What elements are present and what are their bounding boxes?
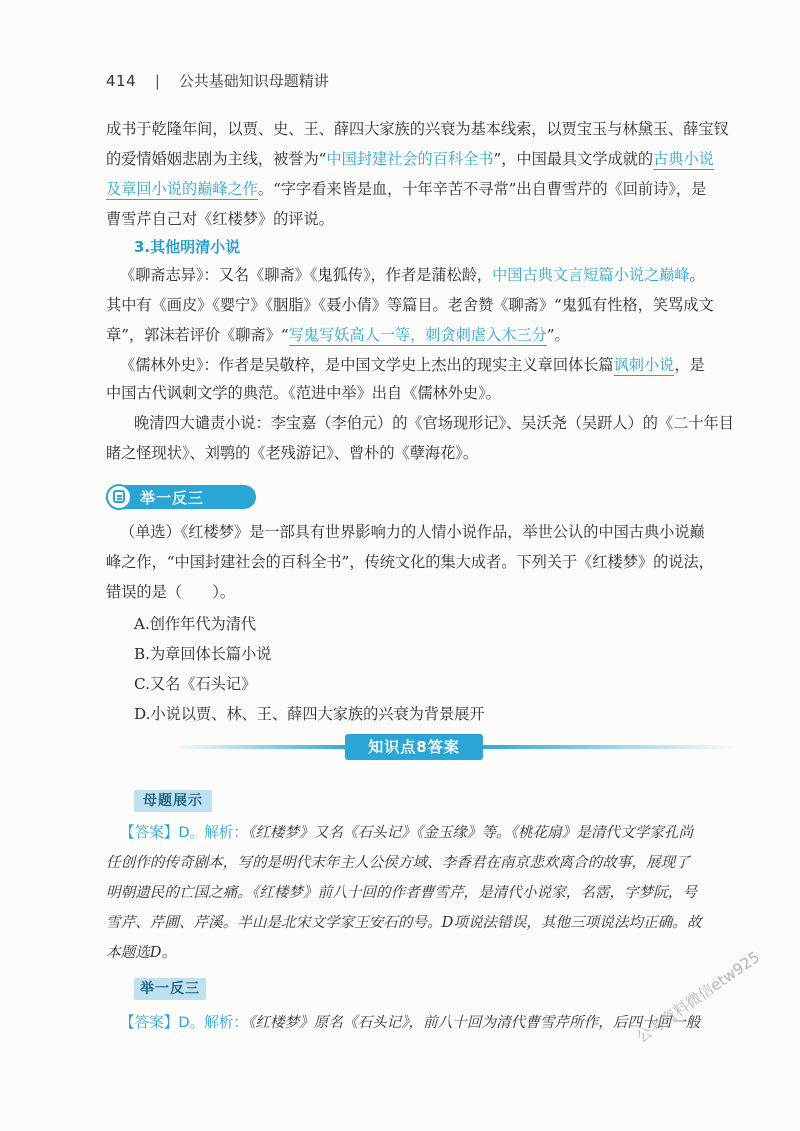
option-d: D.小说以贾、林、王、薛四大家族的兴衰为背景展开: [134, 705, 485, 723]
answer-text: 【答案】D。解析：《红楼梦》原名《石头记》，前八十回为清代曹雪芹所作，后四十回一般: [120, 1014, 701, 1031]
example-badge: [106, 485, 256, 509]
answer-text: 本题选D。: [106, 944, 177, 961]
question-text: （单选）《红楼梦》是一部具有世界影响力的人情小说作品，举世公认的中国古典小说巅: [120, 523, 705, 541]
highlight-text: 写鬼写妖高人一等，刺贪刺虐入木三分: [288, 326, 547, 344]
page-number: 414: [106, 72, 137, 90]
question-text: 峰之作，“中国封建社会的百科全书”，传统文化的集大成者。下列关于《红楼梦》的说法，: [106, 553, 714, 571]
answer-tag: 【答案】D。解析：: [120, 824, 248, 841]
highlight-text: 中国古典文言短篇小说之巅峰: [492, 266, 690, 284]
divider-right-bar: [475, 745, 735, 749]
question-text: 错误的是（ ）。: [106, 583, 236, 601]
text-line: 《儒林外史》：作者是吴敬梓，是中国文学史上杰出的现实主义章回体长篇讽刺小说，是: [120, 356, 705, 374]
book-title: 公共基础知识母题精讲: [178, 72, 329, 90]
answer-section-tag: 知识点8答案: [345, 734, 483, 760]
muti-title: 母题展示: [134, 790, 212, 812]
subsection-title: 3.其他明清小说: [134, 238, 241, 256]
answer-text: 明朝遗民的亡国之痛。《红楼梦》前八十回的作者曹雪芹，是清代小说家，名霑，字梦阮，号: [106, 884, 698, 901]
option-a: A.创作年代为清代: [134, 615, 257, 633]
text-line: 其中有《画皮》《婴宁》《胭脂》《聂小倩》等篇目。老舍赞《聊斋》“鬼狐有性格，笑骂成文: [106, 296, 714, 314]
text-line: 曹雪芹自己对《红楼梦》的评说。: [106, 210, 334, 228]
text-line: 成书于乾隆年间，以贾、史、王、薛四大家族的兴衰为基本线索，以贾宝玉与林黛玉、薛宝钗: [106, 120, 729, 138]
text-line: 章”，郭沫若评价《聊斋》“写鬼写妖高人一等，刺贪刺虐入木三分”。: [106, 326, 570, 344]
book-icon: [106, 484, 132, 510]
text-line: 及章回小说的巅峰之作。“字字看来皆是血，十年辛苦不寻常”出自曹雪芹的《回前诗》，是: [106, 180, 707, 198]
divider-left-bar: [175, 745, 355, 749]
text-line: 《聊斋志异》：又名《聊斋》《鬼狐传》，作者是蒲松龄，中国古典文言短篇小说之巅峰。: [120, 266, 705, 284]
highlight-text: 古典小说: [653, 150, 714, 168]
answer-tag: 【答案】D。解析：: [120, 1014, 248, 1031]
answer-text: 【答案】D。解析：《红楼梦》又名《石头记》《金玉缘》等。《桃花扇》是清代文学家孔尚: [120, 824, 694, 841]
text-line: 睹之怪现状》、刘鹗的《老残游记》、曾朴的《孽海花》。: [106, 444, 479, 462]
highlight-text: 中国封建社会的百科全书: [326, 150, 494, 168]
option-c: C.又名《石头记》: [134, 675, 257, 693]
badge-label: 举一反三: [140, 489, 205, 507]
answer-text: 雪芹、芹圃、芹溪。半山是北宋文学家王安石的号。D项说法错误，其他三项说法均正确。故: [106, 914, 702, 931]
text-line: 的爱情婚姻悲剧为主线，被誉为“中国封建社会的百科全书”，中国最具文学成就的古典小说: [106, 150, 714, 168]
option-b: B.为章回体长篇小说: [134, 645, 272, 663]
page-header: [106, 70, 329, 91]
answer-text: 任创作的传奇剧本，写的是明代末年主人公侯方域、李香君在南京悲欢离合的故事，展现了: [106, 854, 690, 871]
header-separator: |: [154, 72, 160, 90]
watermark: 公考资料微信etw925: [633, 947, 764, 1047]
juyi-title: 举一反三: [134, 978, 206, 1000]
text-line: 晚清四大谴责小说：李宝嘉（李伯元）的《官场现形记》、吴沃尧（吴趼人）的《二十年目: [134, 414, 734, 432]
highlight-text: 及章回小说的巅峰之作: [106, 180, 258, 198]
text-line: 中国古代讽刺文学的典范。《范进中举》出自《儒林外史》。: [106, 384, 501, 402]
highlight-text: 讽刺小说: [613, 356, 675, 374]
